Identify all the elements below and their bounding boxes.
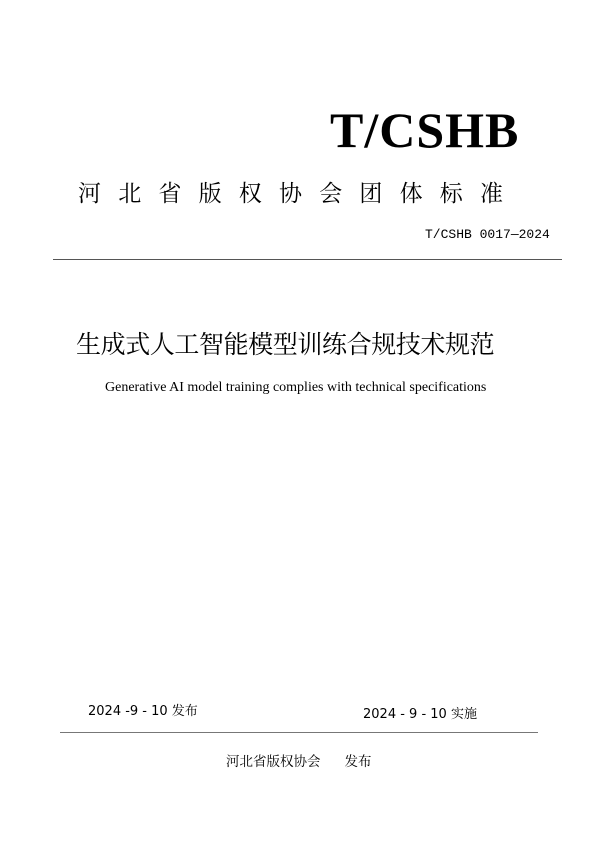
standard-code: T/CSHB: [330, 102, 520, 158]
bottom-divider: [60, 732, 538, 733]
document-title-chinese: 生成式人工智能模型训练合规技术规范: [76, 330, 495, 359]
standard-number: T/CSHB 0017—2024: [425, 227, 550, 242]
issue-date: 2024 -9 - 10 发布: [88, 704, 198, 719]
publisher-name: 河北省版权协会: [226, 754, 321, 770]
implementation-date: 2024 - 9 - 10 实施: [363, 707, 477, 722]
publisher-line: [226, 752, 372, 772]
publisher-action: 发布: [344, 754, 372, 770]
top-divider: [53, 259, 562, 260]
organization-standard-heading: 河北省版权协会团体标准: [78, 181, 521, 207]
document-title-english: Generative AI model training complies with technical specifications: [105, 380, 487, 395]
